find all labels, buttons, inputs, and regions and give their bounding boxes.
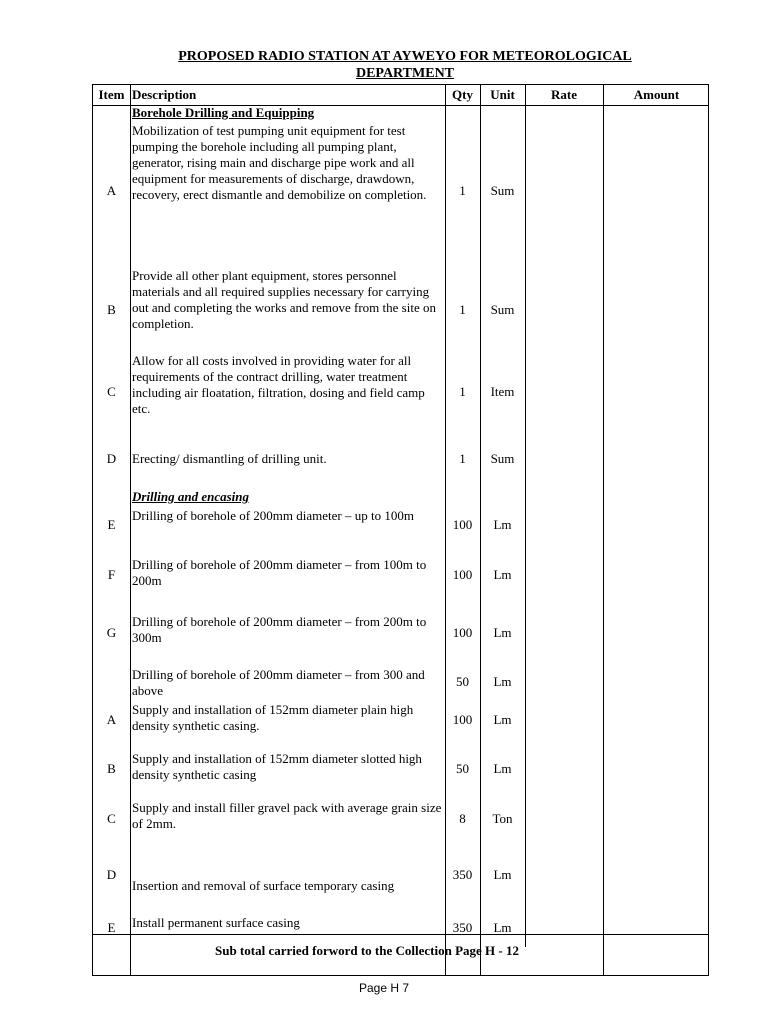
header-item: Item (98, 87, 125, 102)
document-title: PROPOSED RADIO STATION AT AYWEYO FOR METEOROLOGICAL DEPARTMENT (178, 49, 632, 81)
row-qty: 50 (456, 761, 469, 776)
row-description: Supply and installation of 152mm diameter slotted high density synthetic casing (132, 751, 422, 782)
subtotal-label: Sub total carried forword to the Collection Page H - 12 (214, 943, 519, 958)
subtotal-divider (93, 934, 708, 935)
row-qty: 1 (459, 183, 466, 198)
row-unit: Ton (492, 811, 513, 826)
row-unit: Sum (490, 451, 515, 466)
bill-of-quantities-table (92, 84, 709, 976)
column-divider (603, 85, 604, 975)
header-amount: Amount (633, 87, 680, 102)
row-description: Allow for all costs involved in providing water for all requirements of the contract drilling, water treatment including air floatation, filtration, dosing and field camp etc. (132, 353, 425, 416)
row-unit: Lm (493, 867, 512, 882)
row-item: C (107, 384, 116, 399)
row-description: Mobilization of test pumping unit equipment for test pumping the borehole including all pumping plant, generator, rising main and discharge pipe work and all equipment for measurements of discharge, drawdown, recovery, erect dismantle and demobilize on completion. (132, 123, 427, 202)
header-rate: Rate (551, 87, 577, 102)
row-qty: 350 (452, 920, 473, 935)
row-unit: Lm (493, 761, 512, 776)
row-description: Provide all other plant equipment, stores personnel materials and all required supplies necessary for carrying out and completing the works and remove from the site on completion. (132, 268, 436, 331)
row-item: B (107, 302, 116, 317)
header-description: Description (132, 87, 197, 102)
row-item: D (106, 451, 117, 466)
row-unit: Lm (493, 625, 512, 640)
row-item: E (107, 920, 116, 935)
row-item: C (107, 811, 116, 826)
row-item: E (107, 517, 116, 532)
row-item: D (106, 867, 117, 882)
column-divider (130, 85, 131, 975)
row-item: G (106, 625, 117, 640)
row-qty: 100 (452, 712, 473, 727)
row-unit: Lm (493, 517, 512, 532)
row-item: B (107, 761, 116, 776)
row-unit: Sum (490, 183, 515, 198)
row-description: Drilling of borehole of 200mm diameter – from 300 and above (132, 667, 425, 698)
row-qty: 100 (452, 625, 473, 640)
row-unit: Item (490, 384, 515, 399)
row-description: Insertion and removal of surface temporary casing (132, 878, 395, 893)
row-description: Drilling of borehole of 200mm diameter – up to 100m (132, 508, 414, 523)
row-unit: Sum (490, 302, 515, 317)
row-qty: 100 (452, 517, 473, 532)
row-description: Supply and install filler gravel pack with average grain size of 2mm. (132, 800, 442, 831)
row-item: A (106, 712, 117, 727)
row-description: Erecting/ dismantling of drilling unit. (132, 451, 327, 466)
row-item: A (106, 183, 117, 198)
row-unit: Lm (493, 920, 512, 935)
row-qty: 1 (459, 451, 466, 466)
row-qty: 350 (452, 867, 473, 882)
column-divider (525, 85, 526, 947)
header-unit: Unit (490, 87, 515, 102)
row-qty: 1 (459, 384, 466, 399)
row-unit: Lm (493, 674, 512, 689)
section-heading: Drilling and encasing (132, 489, 250, 504)
row-qty: 100 (452, 567, 473, 582)
row-description: Drilling of borehole of 200mm diameter – from 200m to 300m (132, 614, 427, 645)
header-qty: Qty (452, 87, 473, 102)
section-heading: Borehole Drilling and Equipping (132, 105, 315, 120)
page-number: Page H 7 (358, 981, 410, 995)
row-description: Install permanent surface casing (132, 915, 300, 930)
row-qty: 1 (459, 302, 466, 317)
row-qty: 50 (456, 674, 469, 689)
row-description: Supply and installation of 152mm diameter plain high density synthetic casing. (132, 702, 414, 733)
row-unit: Lm (493, 712, 512, 727)
row-item: F (107, 567, 116, 582)
row-description: Drilling of borehole of 200mm diameter – from 100m to 200m (132, 557, 427, 588)
row-qty: 8 (459, 811, 466, 826)
row-unit: Lm (493, 567, 512, 582)
